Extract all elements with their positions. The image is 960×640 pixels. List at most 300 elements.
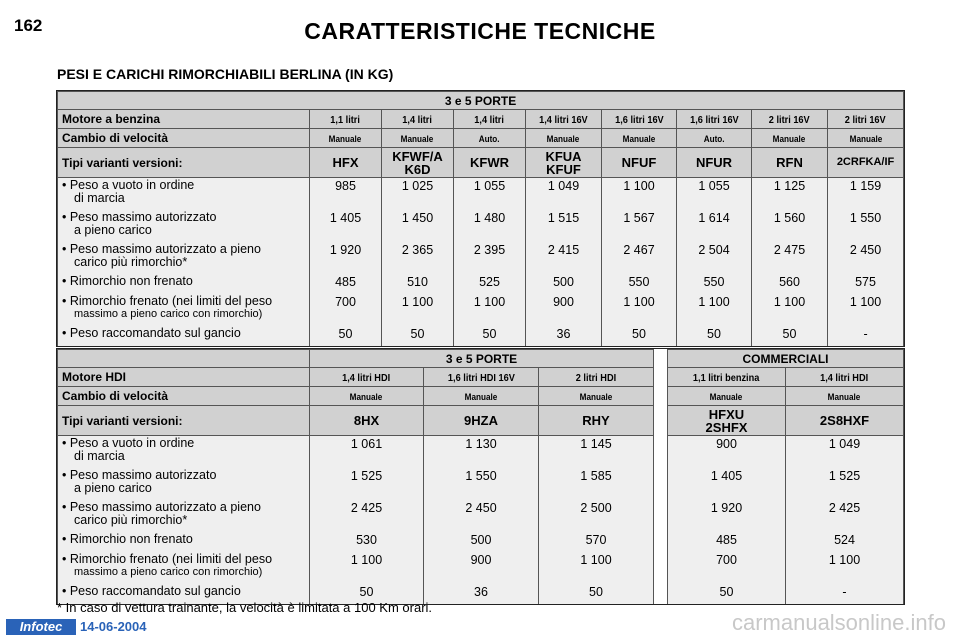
table-row	[58, 500, 904, 532]
gearbox-row	[58, 387, 904, 406]
row-label	[58, 178, 310, 210]
value-text: 575	[855, 274, 876, 289]
value-text: 1 159	[849, 179, 882, 193]
engine-row	[58, 368, 904, 387]
value-cell	[677, 274, 752, 294]
group-header-right: COMMERCIALI	[668, 350, 904, 368]
value-cell	[602, 274, 677, 294]
value-text: 525	[479, 274, 500, 289]
gearbox-row-text: Manuale	[579, 392, 613, 403]
value-cell	[310, 210, 382, 242]
value-text: 1 049	[547, 179, 580, 193]
gearbox-row-text: Auto.	[703, 134, 725, 145]
engine-row-text: 1,1 litri benzina	[693, 373, 760, 384]
value-text: 2 500	[580, 500, 612, 515]
type-row-cell	[526, 148, 602, 178]
type-code: HFX	[332, 155, 359, 170]
value-text: 50	[338, 326, 353, 341]
value-cell	[668, 584, 786, 604]
gearbox-row-cell	[539, 387, 654, 406]
engine-row-text: 2 litri HDI	[575, 373, 617, 384]
value-text: 50	[632, 326, 646, 341]
value-text: 36	[474, 584, 488, 599]
gearbox-row	[58, 129, 904, 148]
value-text: 1 055	[698, 179, 730, 193]
gearbox-row-text: Manuale	[773, 134, 806, 145]
gearbox-row-cell	[454, 129, 526, 148]
value-cell	[382, 274, 454, 294]
value-cell	[677, 210, 752, 242]
engine-row-cell	[602, 110, 677, 129]
value-cell	[602, 294, 677, 326]
value-cell	[539, 500, 654, 532]
gearbox-row-label: Cambio di velocità	[58, 387, 310, 406]
type-row-cell	[424, 406, 539, 436]
engine-row-cell	[526, 110, 602, 129]
group-header-left: 3 e 5 PORTE	[310, 350, 654, 368]
value-cell	[786, 436, 904, 468]
value-cell	[526, 326, 602, 346]
value-text: 2 467	[623, 242, 655, 257]
row-label-main: • Rimorchio frenato (nei limiti del peso	[62, 293, 273, 308]
type-row-cell	[828, 148, 904, 178]
value-cell	[424, 532, 539, 552]
engine-row-label: Motore HDI	[58, 368, 310, 387]
value-cell	[677, 242, 752, 274]
row-label-sub: massimo a pieno carico con rimorchio)	[74, 565, 263, 578]
engine-row-cell	[752, 110, 828, 129]
value-text: 500	[470, 532, 492, 547]
row-label-main: • Rimorchio non frenato	[62, 273, 193, 288]
value-cell	[382, 294, 454, 326]
row-label-sub: carico più rimorchio*	[74, 254, 188, 269]
value-text: 1 130	[465, 437, 497, 451]
value-cell	[677, 326, 752, 346]
engine-row-text: 1,4 litri HDI	[820, 373, 869, 384]
row-label-main: • Peso massimo autorizzato	[62, 209, 217, 224]
value-cell	[752, 210, 828, 242]
type-code: NFUF	[621, 155, 657, 170]
value-cell	[382, 178, 454, 210]
value-cell	[602, 326, 677, 346]
footnote: * In caso di vettura trainante, la velocità è limitata a 100 Km orari.	[57, 600, 433, 615]
column-gap	[654, 368, 668, 387]
value-text: 1 049	[828, 437, 861, 451]
row-label	[58, 294, 310, 326]
value-cell	[454, 294, 526, 326]
gearbox-row-cell	[310, 129, 382, 148]
engine-row-cell	[310, 368, 424, 387]
engine-row-cell	[668, 368, 786, 387]
table-row	[58, 468, 904, 500]
value-cell	[454, 326, 526, 346]
value-text: 1 100	[849, 294, 882, 309]
page-title: CARATTERISTICHE TECNICHE	[304, 18, 656, 44]
value-cell	[526, 274, 602, 294]
value-cell	[526, 210, 602, 242]
type-code: 8HX	[353, 413, 380, 428]
value-text: 500	[553, 274, 574, 289]
table-row	[58, 242, 904, 274]
engine-row-cell	[382, 110, 454, 129]
value-text: 1 100	[580, 552, 612, 567]
engine-row-text: 1,4 litri 16V	[539, 115, 588, 126]
row-label-sub: di marcia	[74, 449, 125, 463]
column-gap	[654, 500, 668, 532]
row-label-main: • Rimorchio frenato (nei limiti del peso	[62, 551, 273, 566]
type-row-cell	[382, 148, 454, 178]
value-text: 700	[335, 294, 356, 309]
table-row	[58, 436, 904, 468]
value-cell	[310, 178, 382, 210]
value-cell	[526, 242, 602, 274]
gearbox-row-label: Cambio di velocità	[58, 129, 310, 148]
type-row-cell	[677, 148, 752, 178]
value-cell	[310, 274, 382, 294]
value-text: 1 525	[828, 468, 861, 483]
gearbox-row-cell	[526, 129, 602, 148]
value-cell	[602, 210, 677, 242]
value-cell	[539, 584, 654, 604]
value-text: 485	[716, 532, 737, 547]
petrol-weights-table	[57, 91, 904, 346]
type-row-cell	[539, 406, 654, 436]
value-text: 1 100	[773, 294, 806, 309]
value-text: 550	[703, 274, 725, 289]
value-text: 1 920	[710, 500, 743, 515]
value-text: 36	[556, 326, 571, 341]
value-text: 50	[589, 584, 603, 599]
value-cell	[828, 178, 904, 210]
value-cell	[786, 468, 904, 500]
value-cell	[310, 468, 424, 500]
column-gap	[654, 532, 668, 552]
value-cell	[752, 294, 828, 326]
value-text: 50	[707, 326, 721, 341]
type-code: KFWF/A	[392, 148, 443, 164]
value-text: 1 100	[401, 294, 434, 309]
gearbox-row-cell	[310, 387, 424, 406]
gearbox-row-text: Manuale	[350, 392, 383, 403]
value-cell	[828, 326, 904, 346]
row-label-main: • Peso massimo autorizzato	[62, 467, 217, 482]
value-text: 50	[482, 326, 497, 341]
value-text: 2 425	[828, 500, 861, 515]
type-row	[58, 406, 904, 436]
gearbox-row-text: Manuale	[329, 134, 362, 145]
type-row-cell	[454, 148, 526, 178]
engine-row-text: 1,6 litri 16V	[689, 115, 739, 126]
value-text: 510	[407, 274, 428, 289]
type-code: KFUF	[546, 161, 581, 177]
value-cell	[786, 532, 904, 552]
row-label-main: • Rimorchio non frenato	[62, 531, 193, 546]
value-text: 985	[335, 179, 356, 193]
value-text: 1 061	[350, 437, 383, 451]
value-cell	[526, 178, 602, 210]
value-text: 530	[356, 532, 377, 547]
type-code: 2CRFKA/IF	[836, 156, 895, 168]
gearbox-row-cell	[677, 129, 752, 148]
value-cell	[602, 178, 677, 210]
type-row-cell	[602, 148, 677, 178]
value-cell	[424, 552, 539, 584]
value-text: 1 567	[623, 210, 655, 225]
type-code: RHY	[582, 413, 610, 428]
gearbox-row-text: Auto.	[479, 134, 500, 145]
value-cell	[310, 242, 382, 274]
value-text: 1 585	[580, 468, 612, 483]
value-cell	[668, 436, 786, 468]
value-text: 50	[782, 326, 797, 341]
type-code: KFWR	[470, 155, 509, 170]
engine-row-text: 1,6 litri HDI 16V	[447, 373, 515, 384]
type-row-label: Tipi varianti versioni:	[58, 148, 310, 178]
value-cell	[539, 552, 654, 584]
value-cell	[382, 242, 454, 274]
gearbox-row-text: Manuale	[849, 134, 882, 145]
engine-row-text: 1,4 litri	[402, 115, 433, 126]
engine-row-cell	[539, 368, 654, 387]
value-text: 485	[335, 274, 356, 289]
value-text: 1 055	[473, 179, 506, 193]
section-subtitle: PESI E CARICHI RIMORCHIABILI BERLINA (IN KG)	[57, 66, 394, 82]
table-row	[58, 532, 904, 552]
infotec-logo: Infotec	[6, 619, 76, 635]
engine-row-cell	[786, 368, 904, 387]
value-cell	[752, 274, 828, 294]
row-label	[58, 436, 310, 468]
type-code: K6D	[404, 161, 431, 177]
page-number: 162	[14, 16, 43, 35]
value-text: 50	[719, 584, 734, 599]
value-text: 550	[628, 274, 650, 289]
gearbox-row-cell	[602, 129, 677, 148]
value-text: 1 405	[329, 210, 362, 225]
table-row	[58, 326, 904, 346]
value-text: 2 450	[849, 242, 882, 257]
value-text: 50	[359, 584, 374, 599]
column-gap	[654, 387, 668, 406]
value-text: 2 395	[473, 242, 506, 257]
value-cell	[677, 178, 752, 210]
type-row-cell	[310, 406, 424, 436]
value-text: 1 100	[473, 294, 506, 309]
engine-row-cell	[828, 110, 904, 129]
value-cell	[752, 242, 828, 274]
value-cell	[786, 500, 904, 532]
column-gap	[654, 584, 668, 604]
value-text: 524	[834, 532, 855, 547]
column-gap	[654, 406, 668, 436]
value-text: 1 550	[465, 468, 497, 483]
hdi-commercial-weights-table	[57, 349, 904, 604]
gearbox-row-text: Manuale	[401, 134, 434, 145]
row-label-sub: di marcia	[74, 191, 125, 205]
type-row-cell	[752, 148, 828, 178]
value-cell	[602, 242, 677, 274]
engine-row-label: Motore a benzina	[58, 110, 310, 129]
group-header: 3 e 5 PORTE	[58, 92, 904, 110]
value-text: 1 450	[401, 210, 434, 225]
type-row	[58, 148, 904, 178]
value-text: 1 525	[350, 468, 383, 483]
type-row-cell	[310, 148, 382, 178]
value-text: 1 550	[849, 210, 882, 225]
table-row	[58, 178, 904, 210]
row-label	[58, 552, 310, 584]
row-label-main: • Peso a vuoto in ordine	[62, 436, 195, 450]
value-cell	[424, 584, 539, 604]
value-cell	[310, 500, 424, 532]
value-cell	[454, 210, 526, 242]
engine-row-text: 1,6 litri 16V	[614, 115, 664, 126]
value-cell	[539, 436, 654, 468]
value-text: 1 614	[698, 210, 730, 225]
value-text: 2 450	[465, 500, 497, 515]
value-text: 2 365	[401, 242, 434, 257]
engine-row	[58, 110, 904, 129]
value-cell	[310, 532, 424, 552]
value-cell	[752, 326, 828, 346]
value-text: 1 515	[547, 210, 580, 225]
engine-row-text: 2 litri 16V	[845, 115, 887, 126]
value-text: 1 100	[698, 294, 730, 309]
value-text: 900	[553, 294, 574, 309]
value-cell	[668, 468, 786, 500]
table-row	[58, 210, 904, 242]
value-text: 2 425	[350, 500, 383, 515]
value-cell	[828, 210, 904, 242]
row-label	[58, 210, 310, 242]
type-code: 9HZA	[464, 413, 498, 428]
type-code: 2S8HXF	[819, 413, 870, 428]
value-cell	[752, 178, 828, 210]
value-cell	[310, 326, 382, 346]
gearbox-row-cell	[828, 129, 904, 148]
value-text: 1 560	[773, 210, 806, 225]
row-label-sub: a pieno carico	[74, 480, 152, 495]
gearbox-row-text: Manuale	[622, 134, 656, 145]
value-text: 1 405	[710, 468, 743, 483]
row-label-main: • Peso massimo autorizzato a pieno	[62, 499, 261, 514]
engine-row-cell	[454, 110, 526, 129]
type-code: KFUA	[545, 148, 582, 164]
type-code: NFUR	[695, 155, 733, 170]
gearbox-row-cell	[668, 387, 786, 406]
value-text: 570	[585, 532, 607, 547]
column-gap	[654, 468, 668, 500]
value-text: 50	[410, 326, 425, 341]
value-text: 1 125	[773, 179, 806, 193]
value-cell	[310, 436, 424, 468]
row-label-main: • Peso raccomandato sul gancio	[62, 583, 241, 598]
row-label-main: • Peso raccomandato sul gancio	[62, 325, 241, 340]
engine-row-cell	[677, 110, 752, 129]
value-cell	[454, 274, 526, 294]
value-text: 900	[470, 552, 492, 567]
type-row-cell	[668, 406, 786, 436]
value-cell	[828, 294, 904, 326]
value-cell	[424, 436, 539, 468]
value-text: 900	[716, 437, 737, 451]
engine-row-cell	[424, 368, 539, 387]
value-cell	[786, 552, 904, 584]
value-text: 1 920	[329, 242, 362, 257]
gearbox-row-cell	[424, 387, 539, 406]
value-cell	[539, 532, 654, 552]
value-cell	[310, 294, 382, 326]
row-label	[58, 274, 310, 294]
gearbox-row-text: Manuale	[710, 392, 743, 403]
value-cell	[828, 242, 904, 274]
value-cell	[382, 326, 454, 346]
engine-row-text: 1,4 litri HDI	[342, 373, 391, 384]
gearbox-row-cell	[382, 129, 454, 148]
engine-row-text: 1,4 litri	[474, 115, 505, 126]
row-label-sub: a pieno carico	[74, 222, 152, 237]
row-label	[58, 326, 310, 346]
value-cell	[424, 468, 539, 500]
column-gap	[654, 350, 668, 368]
row-label-main: • Peso a vuoto in ordine	[62, 178, 195, 192]
value-cell	[786, 584, 904, 604]
column-gap	[654, 436, 668, 468]
value-cell	[310, 552, 424, 584]
value-text: 1 100	[623, 294, 655, 309]
value-cell	[454, 242, 526, 274]
value-text: -	[842, 584, 847, 599]
value-cell	[668, 500, 786, 532]
value-text: 1 480	[473, 210, 506, 225]
type-code: HFXU	[708, 406, 745, 422]
engine-row-cell	[310, 110, 382, 129]
gearbox-row-cell	[786, 387, 904, 406]
value-cell	[454, 178, 526, 210]
table-row	[58, 552, 904, 584]
row-label	[58, 500, 310, 532]
row-label	[58, 242, 310, 274]
value-text: 700	[716, 552, 737, 567]
gearbox-row-text: Manuale	[547, 134, 580, 145]
watermark: carmanualsonline.info	[731, 610, 946, 635]
type-row-label: Tipi varianti versioni:	[58, 406, 310, 436]
value-cell	[424, 500, 539, 532]
engine-row-text: 1,1 litri	[330, 115, 361, 126]
value-text: 2 504	[698, 242, 730, 257]
value-cell	[828, 274, 904, 294]
value-text: -	[863, 326, 868, 341]
row-label-main: • Peso massimo autorizzato a pieno	[62, 241, 261, 256]
value-cell	[668, 532, 786, 552]
value-cell	[677, 294, 752, 326]
gearbox-row-cell	[752, 129, 828, 148]
value-text: 2 475	[773, 242, 806, 257]
row-label	[58, 532, 310, 552]
empty-corner	[58, 350, 310, 368]
value-cell	[668, 552, 786, 584]
column-gap	[654, 552, 668, 584]
type-code: 2SHFX	[705, 419, 748, 435]
gearbox-row-text: Manuale	[828, 392, 861, 403]
type-row-cell	[786, 406, 904, 436]
value-cell	[382, 210, 454, 242]
value-cell	[539, 468, 654, 500]
value-text: 1 100	[350, 552, 383, 567]
value-text: 1 025	[401, 179, 434, 193]
table-row	[58, 294, 904, 326]
print-date: 14-06-2004	[80, 619, 147, 634]
